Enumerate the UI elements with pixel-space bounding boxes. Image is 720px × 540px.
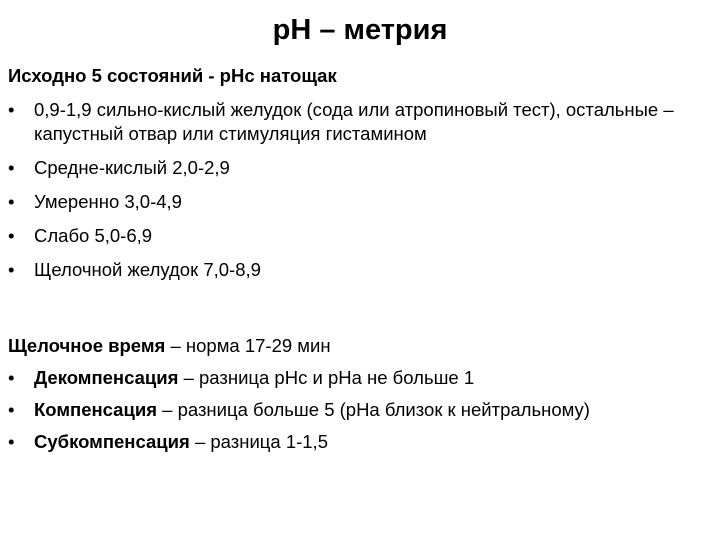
list-item: • 0,9-1,9 сильно-кислый желудок (сода или атропиновый тест), остальные – капустный отвар или стимуляция гистамином <box>8 98 708 146</box>
list-item <box>8 430 708 454</box>
list-item: • Умеренно 3,0-4,9 <box>8 190 708 214</box>
slide-title: pH – метрия <box>272 14 448 46</box>
section-heading-term: Щелочное время <box>8 335 166 356</box>
list-item: • Средне-кислый 2,0-2,9 <box>8 156 708 180</box>
compensation-list <box>8 366 708 454</box>
list-item <box>8 398 708 422</box>
section-initial-states <box>8 64 708 282</box>
term-compensation: Компенсация <box>34 399 158 420</box>
section-heading <box>8 64 708 88</box>
term-description: – разница pHc и pHa не больше 1 <box>178 367 475 388</box>
section-alkaline-time <box>8 334 708 454</box>
term-description: – разница больше 5 (pHa близок к нейтральному) <box>157 399 590 420</box>
list-item <box>8 366 708 390</box>
section-heading-rest: – норма 17-29 мин <box>165 335 331 356</box>
list-item: • Слабо 5,0-6,9 <box>8 224 708 248</box>
term-decompensation: Декомпенсация <box>34 367 179 388</box>
states-list <box>8 98 708 282</box>
list-item: • Щелочной желудок 7,0-8,9 <box>8 258 708 282</box>
section-heading-text: Исходно 5 состояний - pHc натощак <box>8 65 337 86</box>
section-heading <box>8 334 708 358</box>
term-description: – разница 1-1,5 <box>189 431 328 452</box>
term-subcompensation: Субкомпенсация <box>34 431 190 452</box>
